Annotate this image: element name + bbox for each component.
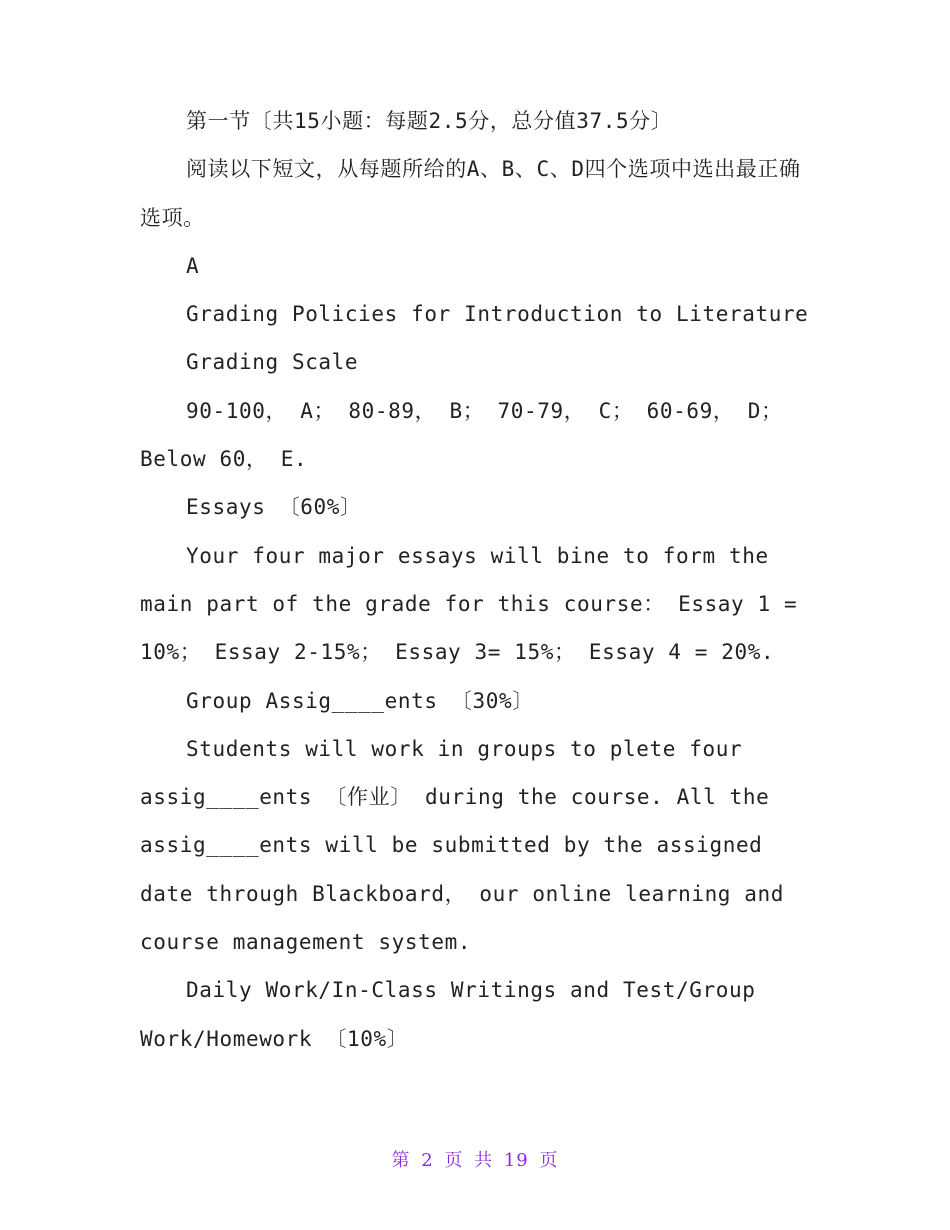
section-heading: 第一节〔共15小题：每题2.5分，总分值37.5分〕 <box>186 109 673 133</box>
essays-paragraph: Your four major essays will bine to form the main part of the grade for this course： Essay 1 = 10%； Essay 2-15%； Essay 3= 15%； Essay 4 = 20%. <box>140 543 798 665</box>
grading-scale-heading: Grading Scale <box>186 350 359 375</box>
essays-heading: Essays 〔60%〕 <box>186 495 362 520</box>
group-assignments-paragraph: Students will work in groups to plete four assig____ents 〔作业〕 during the course. All the assig____ents will be submitted by the assigned date through Blackboard， our online learning and course management system. <box>140 736 785 955</box>
document-body <box>140 97 810 1063</box>
instructions-paragraph: 阅读以下短文，从每题所给的A、B、C、D四个选项中选出最正确选项。 <box>140 157 801 230</box>
grading-scale-paragraph: 90-100， A； 80-89， B； 70-79， C； 60-69， D； Below 60， E. <box>140 398 783 472</box>
passage-letter: A <box>186 253 200 278</box>
page-number-footer: 第 2 页 共 19 页 <box>391 1150 559 1171</box>
daily-work-heading: Daily Work/In-Class Writings and Test/Group Work/Homework 〔10%〕 <box>140 978 756 1051</box>
passage-title: Grading Policies for Introduction to Literature <box>186 302 809 327</box>
group-assignments-heading: Group Assig____ents 〔30%〕 <box>186 688 534 713</box>
